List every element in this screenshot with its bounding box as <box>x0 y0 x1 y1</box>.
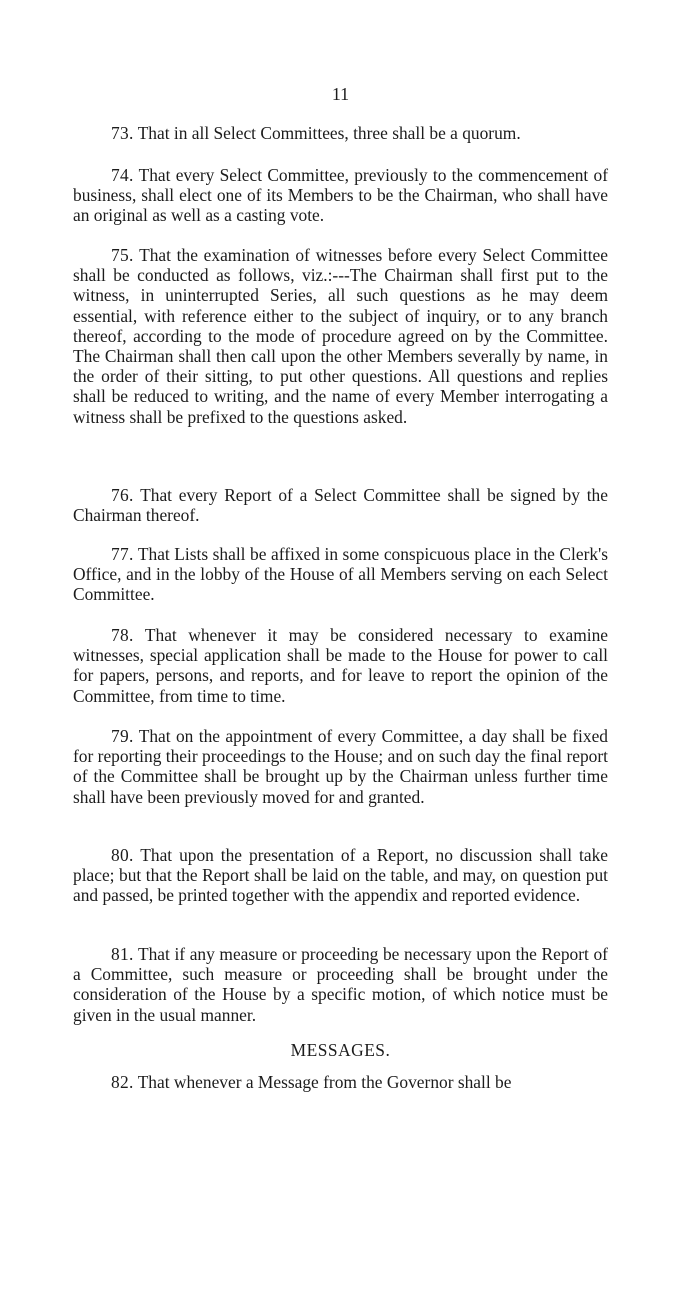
rule-text: That whenever it may be considered necessary to examine witnesses, special application shall be made to the House for power to call for papers, persons, and reports, and for leave to report the opinion of the Committee, from time to time. <box>73 625 608 706</box>
rule-text: That Lists shall be affixed in some conspicuous place in the Clerk's Office, and in the lobby of the House of all Members serving on each Select Committee. <box>73 544 608 605</box>
rule-text: That every Select Committee, previously to the commencement of business, shall elect one of its Members to be the Chairman, who shall have an original as well as a casting vote. <box>73 165 608 226</box>
rule-80 <box>73 845 608 906</box>
rule-number: 74. <box>111 165 134 185</box>
rule-79 <box>73 726 608 807</box>
rule-text: That if any measure or proceeding be necessary upon the Report of a Committee, such measure or proceeding shall be brought under the consideration of the House by a specific motion, of which notice must be given in the usual manner. <box>73 944 608 1025</box>
rule-76 <box>73 485 608 525</box>
section-heading: MESSAGES. <box>290 1040 391 1060</box>
rule-text: That in all Select Committees, three shall be a quorum. <box>137 123 521 143</box>
rule-text: That every Report of a Select Committee shall be signed by the Chairman thereof. <box>73 485 608 526</box>
rule-number: 78. <box>111 625 134 645</box>
page-number: 11 <box>331 84 350 104</box>
rule-78 <box>73 625 608 706</box>
rule-number: 76. <box>111 485 134 505</box>
rule-number: 80. <box>111 845 134 865</box>
rule-number: 77. <box>111 544 134 564</box>
rule-75 <box>73 245 608 427</box>
rule-number: 82. <box>111 1072 134 1092</box>
rule-text: That whenever a Message from the Governor shall be <box>137 1072 512 1092</box>
rule-82 <box>73 1072 608 1092</box>
rule-73 <box>73 123 608 143</box>
rule-81 <box>73 944 608 1025</box>
rule-number: 81. <box>111 944 134 964</box>
rule-text: That upon the presentation of a Report, no discussion shall take place; but that the Report shall be laid on the table, and may, on question put and passed, be printed together with the appendix and reported evidence. <box>73 845 608 906</box>
rule-text: That on the appointment of every Committee, a day shall be fixed for reporting their proceedings to the House; and on such day the final report of the Committee shall be brought up by the Chairman unless further time shall have been previously moved for and granted. <box>73 726 608 807</box>
rule-77 <box>73 544 608 605</box>
rule-number: 75. <box>111 245 134 265</box>
rule-number: 73. <box>111 123 134 143</box>
rule-number: 79. <box>111 726 134 746</box>
rule-text: That the examination of witnesses before every Select Committee shall be conducted as follows, viz.:---The Chairman shall first put to the witness, in uninterrupted Series, all such questions as he may deem essential, with reference either to the subject of inquiry, or to any branch thereof, according to the mode of procedure agreed on by the Committee. The Chairman shall then call upon the other Members severally by name, in the order of their sitting, to put other questions. All questions and replies shall be reduced to writing, and the name of every Member interrogating a witness shall be prefixed to the questions asked. <box>73 245 608 427</box>
rule-74 <box>73 165 608 226</box>
